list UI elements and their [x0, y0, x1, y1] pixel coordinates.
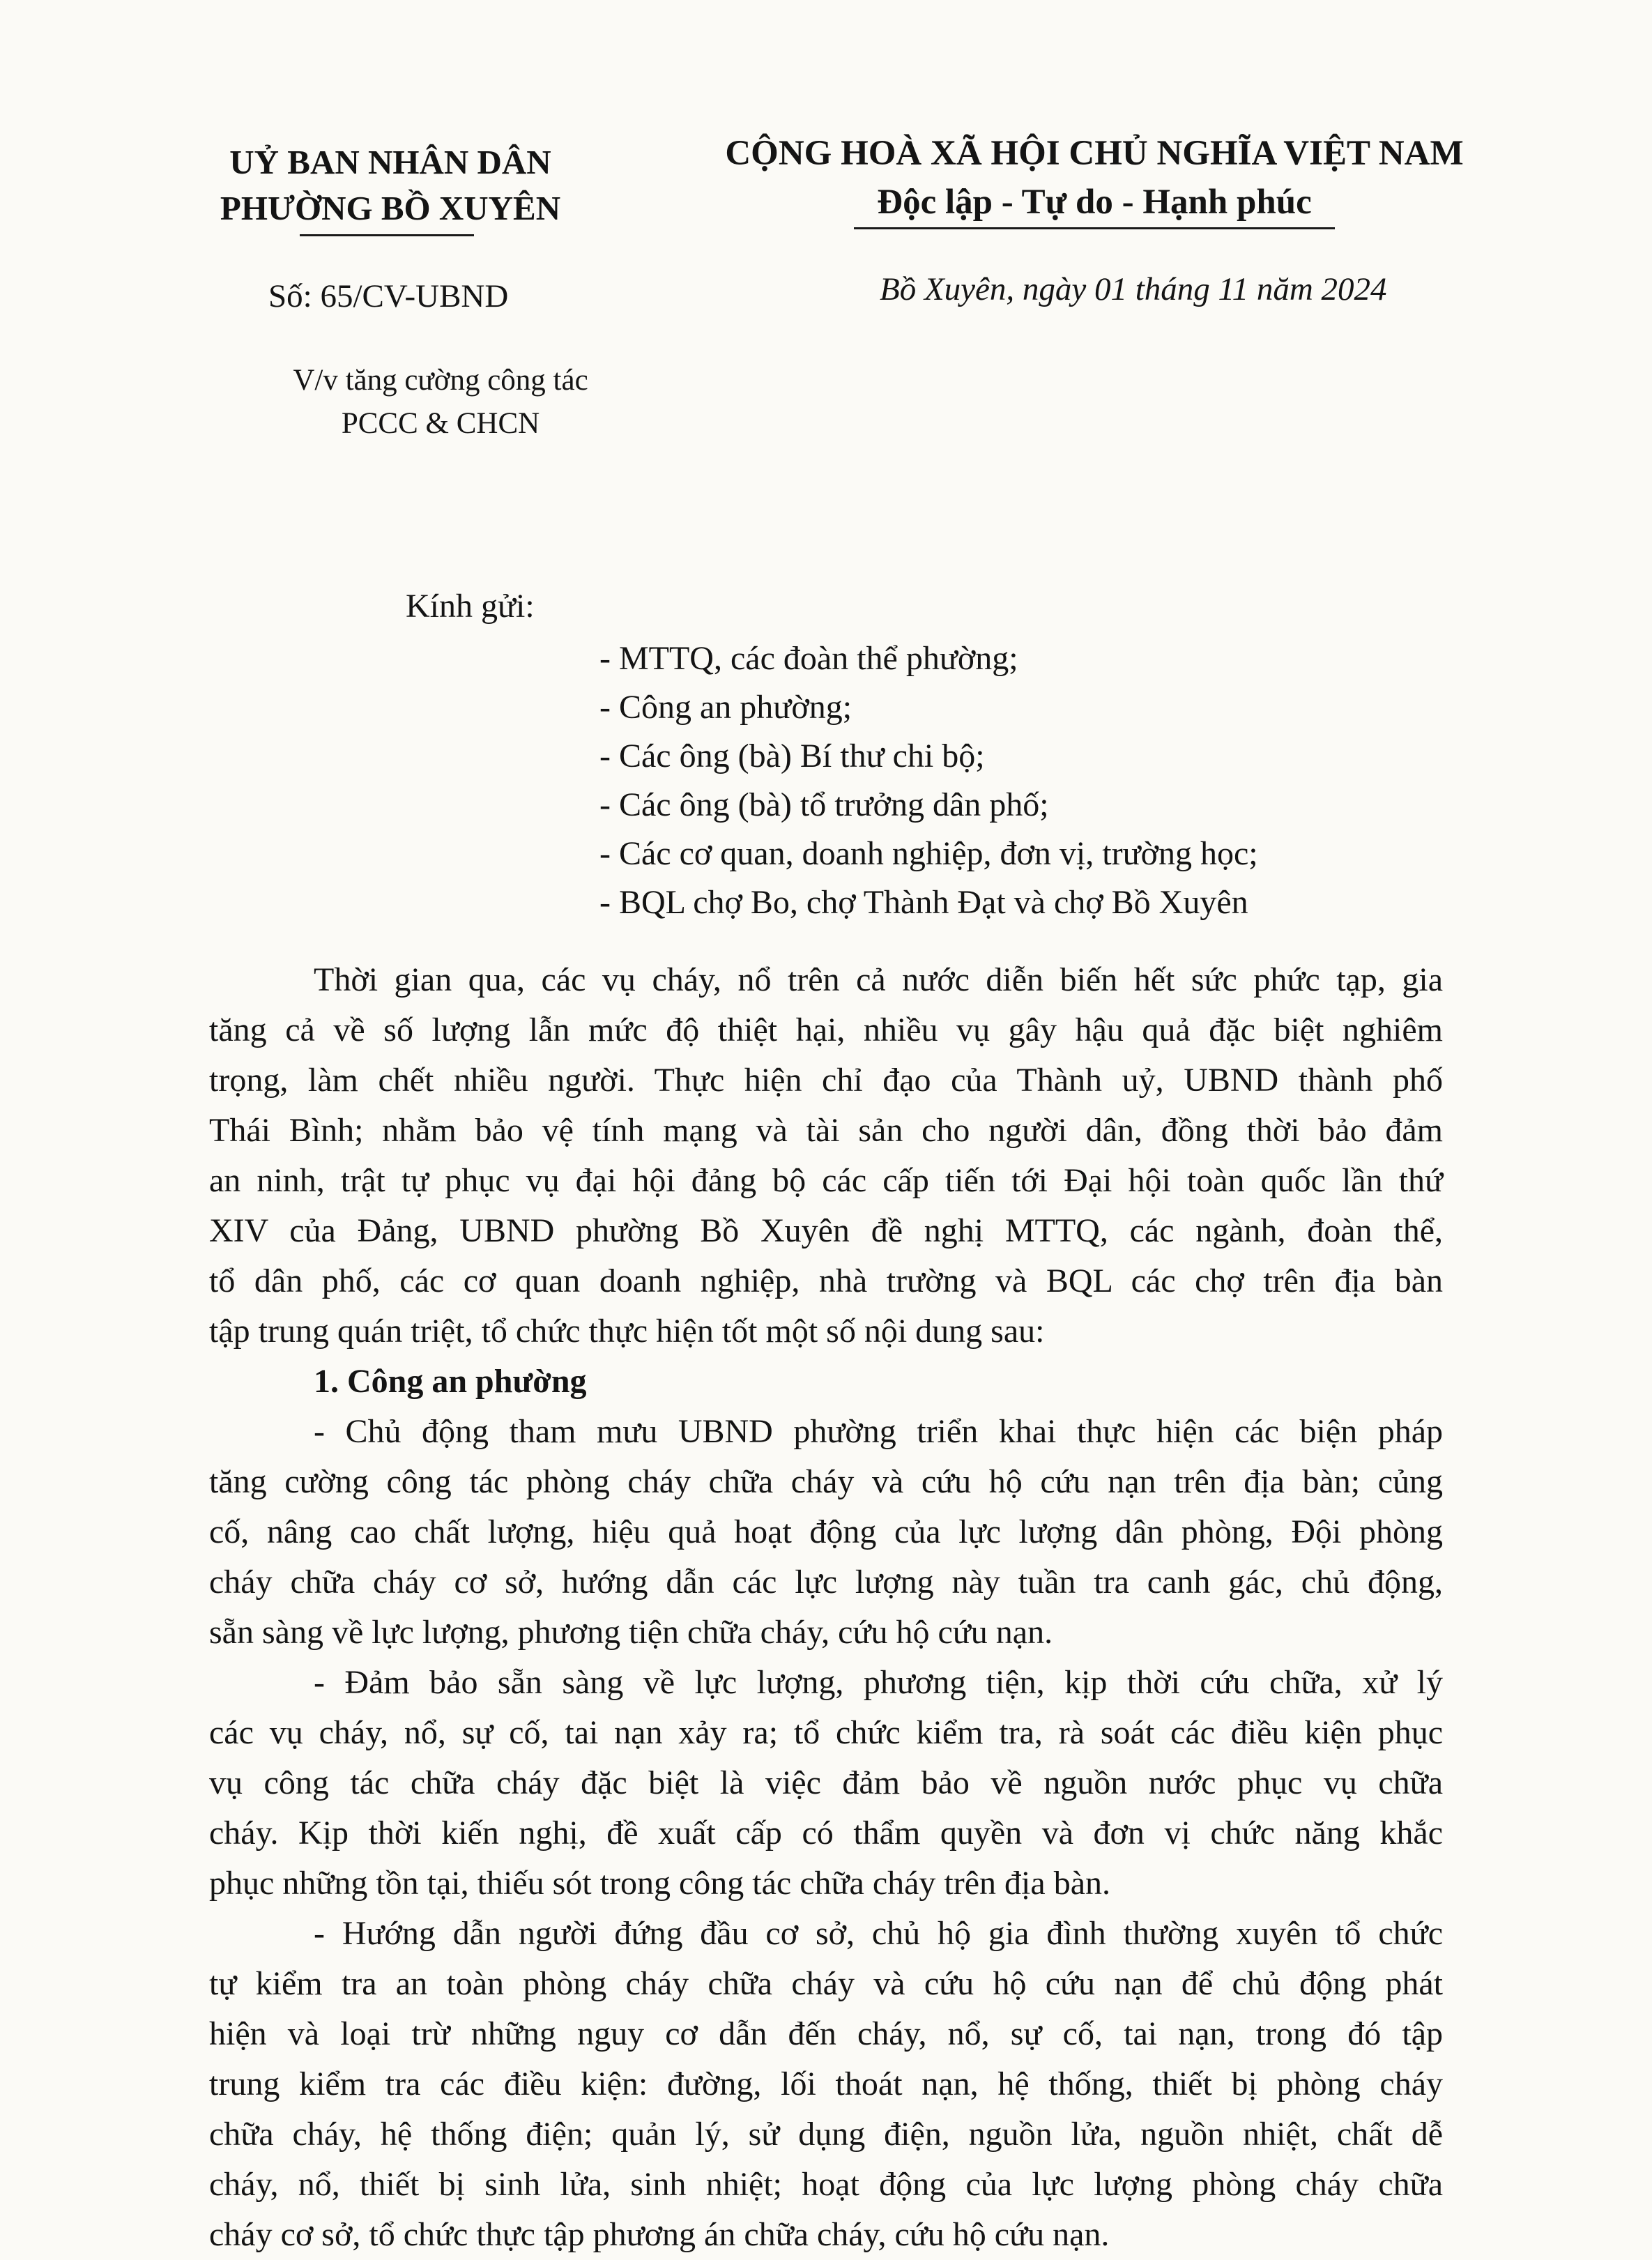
body-line: - Chủ động tham mưu UBND phường triển khai thực hiện các biện pháp [314, 1413, 1443, 1450]
org-underline [300, 234, 474, 236]
body-line: an ninh, trật tự phục vụ đại hội đảng bộ các cấp tiến tới Đại hội toàn quốc lần thứ [209, 1162, 1443, 1199]
body-line: trung kiểm tra các điều kiện: đường, lối thoát nạn, hệ thống, thiết bị phòng cháy [209, 2066, 1443, 2102]
recipient-item: - Các cơ quan, doanh nghiệp, đơn vị, trường học; [599, 835, 1258, 872]
body-line: vụ công tác chữa cháy đặc biệt là việc đảm bảo về nguồn nước phục vụ chữa [209, 1764, 1443, 1801]
body-line: tăng cả về số lượng lẫn mức độ thiệt hại, nhiều vụ gây hậu quả đặc biệt nghiêm [209, 1011, 1443, 1048]
nation-line-2: Độc lập - Tự do - Hạnh phúc [877, 183, 1312, 222]
recipient-item: - BQL chợ Bo, chợ Thành Đạt và chợ Bồ Xuyên [599, 884, 1248, 921]
recipient-list [599, 634, 1258, 927]
body-line: sẵn sàng về lực lượng, phương tiện chữa cháy, cứu hộ cứu nạn. [209, 1614, 1053, 1651]
body-line: tăng cường công tác phòng cháy chữa cháy và cứu hộ cứu nạn trên địa bàn; củng [209, 1463, 1443, 1500]
national-motto [697, 129, 1492, 227]
body-line: cháy, nổ, thiết bị sinh lửa, sinh nhiệt; hoạt động của lực lượng phòng cháy chữa [209, 2166, 1443, 2203]
section-1 [209, 1357, 1443, 2260]
body-line: phục những tồn tại, thiếu sót trong công tác chữa cháy trên địa bàn. [209, 1865, 1110, 1902]
subject-line-1: V/v tăng cường công tác [293, 364, 588, 397]
issuing-organization [174, 139, 606, 231]
body-line: trọng, làm chết nhiều người. Thực hiện chỉ đạo của Thành uỷ, UBND thành phố [209, 1062, 1443, 1099]
recipient-item: - Các ông (bà) tổ trưởng dân phố; [599, 786, 1049, 823]
body-line: cháy cơ sở, tổ chức thực tập phương án chữa cháy, cứu hộ cứu nạn. [209, 2216, 1110, 2253]
body-line: cố, nâng cao chất lượng, hiệu quả hoạt động của lực lượng dân phòng, Đội phòng [209, 1513, 1443, 1550]
body-line: - Đảm bảo sẵn sàng về lực lượng, phương tiện, kịp thời cứu chữa, xử lý [314, 1664, 1443, 1701]
body-line: các vụ cháy, nổ, sự cố, tai nạn xảy ra; tổ chức kiểm tra, rà soát các điều kiện phục [209, 1714, 1443, 1751]
document-subject [245, 359, 636, 445]
document-number: Số: 65/CV-UBND [268, 278, 509, 314]
greeting: Kính gửi: [406, 588, 535, 625]
motto-underline [854, 227, 1335, 229]
org-line-1: UỶ BAN NHÂN DÂN [229, 143, 551, 181]
body-line: XIV của Đảng, UBND phường Bồ Xuyên đề nghị MTTQ, các ngành, đoàn thể, [209, 1212, 1443, 1249]
body-line: cháy. Kịp thời kiến nghị, đề xuất cấp có thẩm quyền và đơn vị chức năng khắc [209, 1815, 1443, 1851]
subject-line-2: PCCC & CHCN [341, 407, 540, 440]
body-line: Thái Bình; nhằm bảo vệ tính mạng và tài sản cho người dân, đồng thời bảo đảm [209, 1112, 1443, 1149]
body-line: chữa cháy, hệ thống điện; quản lý, sử dụng điện, nguồn lửa, nguồn nhiệt, chất dễ [209, 2116, 1443, 2153]
document-date: Bồ Xuyên, ngày 01 tháng 11 năm 2024 [880, 271, 1387, 307]
nation-line-1: CỘNG HOÀ XÃ HỘI CHỦ NGHĨA VIỆT NAM [725, 134, 1464, 173]
recipient-item: - Các ông (bà) Bí thư chi bộ; [599, 738, 985, 774]
section-heading: 1. Công an phường [314, 1363, 587, 1400]
body-line: tự kiểm tra an toàn phòng cháy chữa cháy và cứu hộ cứu nạn để chủ động phát [209, 1965, 1443, 2002]
body-line: tổ dân phố, các cơ quan doanh nghiệp, nhà trường và BQL các chợ trên địa bàn [209, 1262, 1443, 1299]
org-line-2: PHƯỜNG BỒ XUYÊN [220, 189, 561, 227]
body-line: hiện và loại trừ những nguy cơ dẫn đến cháy, nổ, sự cố, tai nạn, trong đó tập [209, 2015, 1443, 2052]
body-line: cháy chữa cháy cơ sở, hướng dẫn các lực lượng này tuần tra canh gác, chủ động, [209, 1564, 1443, 1601]
body-line: tập trung quán triệt, tổ chức thực hiện tốt một số nội dung sau: [209, 1313, 1045, 1350]
recipient-item: - MTTQ, các đoàn thể phường; [599, 640, 1018, 677]
intro-paragraph [209, 955, 1443, 1357]
body-line: - Hướng dẫn người đứng đầu cơ sở, chủ hộ gia đình thường xuyên tổ chức [314, 1915, 1443, 1952]
recipient-item: - Công an phường; [599, 689, 852, 726]
body-line: Thời gian qua, các vụ cháy, nổ trên cả nước diễn biến hết sức phức tạp, gia [314, 961, 1443, 998]
